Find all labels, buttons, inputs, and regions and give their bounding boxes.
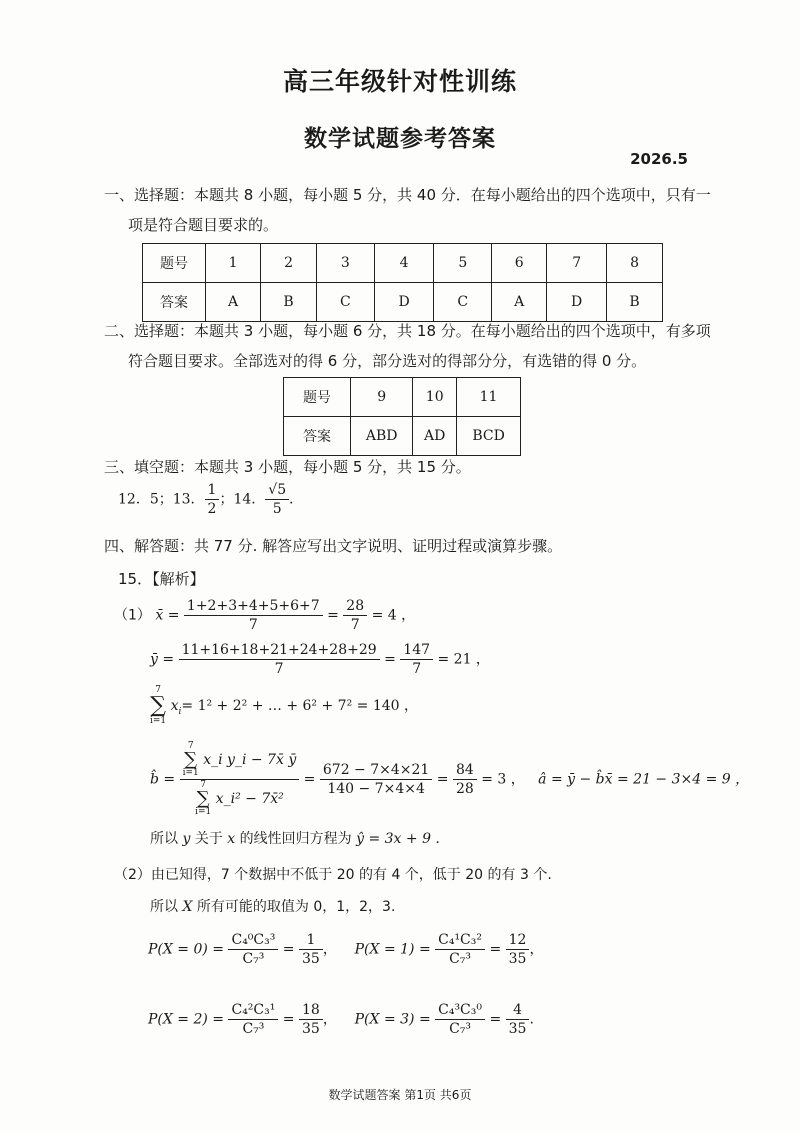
- answer-cell: AD: [413, 417, 457, 456]
- section2-heading-cont: 符合题目要求。全部选对的得 6 分，部分选对的得部分分，有选错的得 0 分。: [128, 352, 647, 370]
- answer-cell: B: [261, 283, 317, 322]
- part2-intro: （2）由已知得，7 个数据中不低于 20 的有 4 个，低于 20 的有 3 个.: [114, 867, 552, 883]
- answer-cell: C: [317, 283, 375, 322]
- xbar-equation: （1） x̄ = $\frac{1+2+3+4+5+6+7}{7}$ = $\frac{28}{7}$ = 4 ，: [114, 598, 416, 633]
- answer-cell: BCD: [457, 417, 521, 456]
- answer-cell: A: [206, 283, 261, 322]
- section4-heading: 四、解答题：共 77 分. 解答应写出文字说明、证明过程或演算步骤。: [104, 537, 563, 555]
- answer-14-fraction: $\frac{√5}{5}$: [265, 482, 289, 517]
- question-number: 2: [261, 244, 317, 283]
- document-date: 2026.5: [630, 150, 688, 168]
- section1-heading: 一、选择题：本题共 8 小题，每小题 5 分，共 40 分．在每小题给出的四个选项中，只有一: [104, 186, 711, 204]
- table-row: [143, 283, 663, 322]
- table-header-cell: 题号: [143, 244, 206, 283]
- probability-row-1: P(X = 0) = $\frac{\text{C₄⁰C₃³}}{\text{C₇³}}$ = $\frac{1}{35}$ ， P(X = 1) = $\frac{\text{C₄¹C₃²}}{\text{C₇³}}$ = $\frac{12}{35}$ ，: [148, 932, 544, 967]
- table-header-cell: 题号: [284, 378, 351, 417]
- question-number: 8: [607, 244, 663, 283]
- question-number: 7: [547, 244, 607, 283]
- answer-13-fraction: $\frac{1}{2}$: [205, 482, 220, 517]
- answer-12-13-label: 12．5；13．: [118, 491, 205, 508]
- question-15-label: 15．【解析】: [118, 570, 205, 588]
- question-number: 10: [413, 378, 457, 417]
- regression-conclusion: 所以 y 关于 x 的线性回归方程为 ŷ = 3x + 9 .: [150, 831, 440, 847]
- question-number: 6: [492, 244, 547, 283]
- answer-cell: C: [434, 283, 492, 322]
- answer-cell: A: [492, 283, 547, 322]
- xbar-fraction: $\frac{1+2+3+4+5+6+7}{7}$: [184, 598, 323, 633]
- probability-row-2: P(X = 2) = $\frac{\text{C₄²C₃¹}}{\text{C₇³}}$ = $\frac{18}{35}$ ， P(X = 3) = $\frac{\text{C₄³C₃⁰}}{\text{C₇³}}$ = $\frac{4}{35}$ .: [148, 1002, 534, 1037]
- part2-values: 所以 X 所有可能的取值为 0，1，2，3.: [150, 899, 396, 915]
- answer-cell: B: [607, 283, 663, 322]
- table-header-cell: 答案: [284, 417, 351, 456]
- section2-heading: 二、选择题：本题共 3 小题，每小题 6 分，共 18 分。在每小题给出的四个选项中，有多项: [104, 322, 711, 340]
- question-number: 4: [374, 244, 434, 283]
- answer-cell: D: [547, 283, 607, 322]
- section1-answer-table: [142, 243, 663, 322]
- section2-answer-table: [283, 377, 521, 456]
- page-subtitle: 数学试题参考答案: [304, 126, 496, 152]
- answer-cell: ABD: [351, 417, 413, 456]
- section3-answers: 12．5；13． $\frac{1}{2}$ ；14． $\frac{√5}{5}$ ．: [118, 482, 304, 517]
- table-header-cell: 答案: [143, 283, 206, 322]
- question-number: 3: [317, 244, 375, 283]
- page-footer: 数学试题答案 第1页 共6页: [328, 1088, 472, 1102]
- page-title: 高三年级针对性训练: [282, 67, 517, 96]
- section1-heading-cont: 项是符合题目要求的。: [128, 216, 279, 234]
- question-number: 5: [434, 244, 492, 283]
- question-number: 11: [457, 378, 521, 417]
- section3-heading: 三、填空题：本题共 3 小题，每小题 5 分，共 15 分。: [104, 458, 471, 476]
- question-number: 1: [206, 244, 261, 283]
- table-row: [284, 378, 521, 417]
- answer-cell: D: [374, 283, 434, 322]
- b-hat-equation: b̂ = 7 ∑ i=1 x_i y_i − 7x̄ ȳ 7 ∑ i=1 x_i² − 7x̄² = $\frac{672 - 7\times 4\times 21}{140 - 7\times 4\times 4}$ = $\frac{84}{28}$ = 3 ， â = ȳ − b̂x̄ = 21 − 3×4 = 9 ，: [150, 741, 750, 817]
- ybar-fraction: $\frac{11+16+18+21+24+28+29}{7}$: [179, 642, 380, 677]
- question-number: 9: [351, 378, 413, 417]
- answer-14-label: ；14．: [219, 491, 266, 508]
- sum-of-squares-equation: 7 ∑ i=1 $x_i= 1^2 + 2^2$ + … + 6² + 7² = 140 ，: [150, 685, 418, 726]
- ybar-equation: ȳ = $\frac{11+16+18+21+24+28+29}{7}$ = $\frac{147}{7}$ = 21 ，: [150, 642, 490, 677]
- a-hat-equation: â = ȳ − b̂x̄ = 21 − 3×4 = 9 ，: [538, 771, 750, 788]
- table-row: [143, 244, 663, 283]
- table-row: [284, 417, 521, 456]
